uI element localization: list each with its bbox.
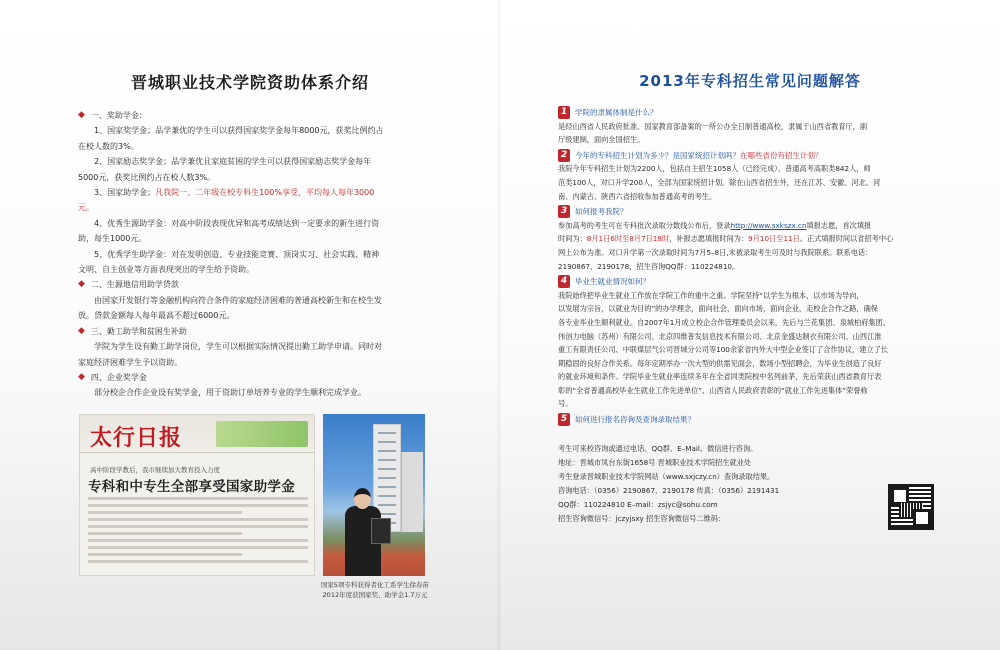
contact-line: 招生咨询微信号：jczyjsxy 招生咨询微信号二维码： xyxy=(558,514,726,523)
contact-line: QQ群：110224810 E–mail：zsjyc@sohu.com xyxy=(558,500,718,509)
exam-center-link[interactable]: http://www.sxkszx.cn xyxy=(730,220,807,230)
text-line: 2、国家励志奖学金；品学兼优且家庭贫困的学生可以获得国家励志奖学金每年 xyxy=(94,157,372,167)
faq-answer-line: 各专业毕业生顺利就业。自2007年1月成立校企合作管理委员会以来，先后与兰花集团、泉城柏府集团、 xyxy=(558,317,890,327)
faq-answer-line: 是经山西省人民政府批准、国家教育部备案的一所公办全日制普通高校，隶属于山西省教育厅，副 xyxy=(558,121,868,131)
text-line: 5000元，获奖比例约占在校人数3%。 xyxy=(78,172,216,182)
diamond-bullet-icon: ◆ xyxy=(78,371,85,382)
faq-answer-line: 我院始终把毕业生就业工作放在学院工作的重中之重。学院坚持“以学生为根本，以市场为导向， xyxy=(558,290,864,300)
text-line: 5、优秀学生助学金：对在发明创造、专业技能竞赛、顶岗实习、社会实践、精神 xyxy=(94,249,380,259)
contact-line: 考生可来校咨询或通过电话、QQ群、E–Mail、微信进行咨询。 xyxy=(558,444,758,453)
text-line: 3、国家助学金；凡我院一、二年级在校专科生100%享受，平均每人每年3000 xyxy=(94,188,375,198)
contact-line: 考生登录晋城职业技术学院网站（www.sxjczy.cn）查询录取结果。 xyxy=(558,472,775,481)
text-line: 1、国家奖学金；品学兼优的学生可以获得国家奖学金每年8000元，获奖比例约占 xyxy=(94,126,384,136)
contact-line: 地址：晋城市凤台东街1658号 晋城职业技术学院招生就业处 xyxy=(558,458,752,467)
newspaper-ad-image xyxy=(216,421,308,447)
section-heading: ◆ 三、勤工助学和贫困生补助 xyxy=(78,324,458,339)
building-illustration xyxy=(401,452,423,532)
section-heading: ◆ 二、生源地信用助学贷款 xyxy=(78,277,458,292)
faq-question: 3 如何报考我院？ xyxy=(558,205,938,219)
faq-text xyxy=(558,104,938,427)
diamond-bullet-icon: ◆ xyxy=(78,325,85,336)
funding-system-text xyxy=(78,108,458,401)
question-number-badge: 4 xyxy=(558,275,570,288)
photo-caption: 国家5项专科获得者化工系学生徐春苗 2012年度获国家奖、助学金1.7万元 xyxy=(320,581,430,599)
question-number-badge: 1 xyxy=(558,106,570,119)
text-line: 助，每生1000元。 xyxy=(78,234,147,244)
diamond-bullet-icon: ◆ xyxy=(78,110,85,120)
text-line: 由国家开发银行等金融机构向符合条件的家庭经济困难的普通高校新生和在校生发 xyxy=(94,295,382,305)
faq-answer-line: 彰的“全省普通高校毕业生就业工作先进单位”、山西省人民政府表彰的“就业工作先进集体”荣誉称 xyxy=(558,385,868,395)
faq-answer-line: 重工有限责任公司、中联煤层气公司晋城分公司等100余家省内外大中型企业签订了合作协议，建立了长 xyxy=(558,345,888,355)
newspaper-masthead xyxy=(80,415,314,453)
newspaper-subheadline: 高中阶段学教后，我市继续加大教育投入力度 xyxy=(90,466,220,474)
faq-answer-line: 范类100人，对口升学200人，全部为国家统招计划。除在山西省招生外，还在江苏、安徽、河北、河 xyxy=(558,177,881,187)
faq-answer-line: 伟创力电脑（苏州）有限公司、北京四维普发信息技术有限公司、北京金盛达制衣有限公司、山西江淮 xyxy=(558,331,882,341)
text-line: 4、优秀生源助学金：对高中阶段表现优异和高考成绩达到一定要求的新生进行资 xyxy=(94,218,380,228)
newspaper-name: 太行日报 xyxy=(90,425,183,451)
faq-answer-line: 期稳固的良好合作关系。每年定期举办一次大型的供需见面会，数场小型招聘会，为毕业生创造了良好 xyxy=(558,358,882,368)
question-number-badge: 2 xyxy=(558,149,570,162)
right-page xyxy=(500,0,1000,650)
contact-info xyxy=(558,442,938,526)
left-page-title: 晋城职业技术学院资助体系介绍 xyxy=(130,73,369,92)
diamond-bullet-icon: ◆ xyxy=(78,279,85,290)
faq-answer-line: 参加高考的考生可在专科批次录取分数线公布后，登录http://www.sxkszx.cn填报志愿，首次填报 xyxy=(558,220,872,230)
highlight-text: 凡我院一、二年级在校专科生100%享受，平均每人每年3000 xyxy=(155,188,375,198)
student-figure xyxy=(341,488,385,576)
section-heading: ◆ 四、企业奖学金 xyxy=(78,370,458,385)
faq-answer-line: 的就业环境和条件。学院毕业生就业率连续多年在全省同类院校中名列前茅，先后荣获山西省教育厅表 xyxy=(558,372,882,382)
faq-question: 2 今年的专科招生计划为多少？是国家统招计划吗？在哪些省份有招生计划？ xyxy=(558,149,938,163)
faq-answer-line: 时间为：8月1日6时至8月7日18时，补报志愿填报时间为：9月10日至11日。正式填报时间以省招考中心 xyxy=(558,234,894,244)
highlight-text: 元。 xyxy=(78,203,94,213)
faq-question: 5 如何进行报名咨询及查询录取结果？ xyxy=(558,413,938,427)
certificate-icon xyxy=(371,518,391,544)
section-heading: ◆ 一、奖助学金： xyxy=(78,108,458,123)
wechat-qr-code-icon xyxy=(888,484,934,530)
faq-answer-line: 以发展为宗旨，以就业为目的”的办学理念，面向社会，面向市场，面向企业，走校企合作之路，确保 xyxy=(558,304,878,314)
contact-line: 咨询电话：（0356）2190867、2190178 传真：（0356）2191431 xyxy=(558,486,780,495)
faq-answer-line: 我院今年专科招生计划为2200人，包括自主招生1058人（已经完成），普通高考高职类842人，师 xyxy=(558,164,871,174)
text-line: 文明、自主创业等方面表现突出的学生给予资助。 xyxy=(78,265,254,275)
question-number-badge: 5 xyxy=(558,413,570,426)
text-line: 部分校企合作企业设有奖学金，用于资助订单培养专业的学生顺利完成学业。 xyxy=(94,388,366,398)
text-line: 放。贷款金额每人每年最高不超过6000元。 xyxy=(78,311,235,321)
right-page-title: 2013年专科招生常见问题解答 xyxy=(639,72,861,90)
newspaper-headline: 专科和中专生全部享受国家助学金 xyxy=(88,479,295,495)
faq-answer-line: 号。 xyxy=(558,399,573,409)
newspaper-body-lines xyxy=(88,497,308,567)
faq-answer-line: 南、内蒙古、陕西六省招收参加普通高考的考生。 xyxy=(558,191,717,201)
faq-answer-line: 2190867、2190178，招生咨询QQ群：110224810。 xyxy=(558,261,740,271)
text-line: 家庭经济困难学生予以资助。 xyxy=(78,357,182,367)
question-number-badge: 3 xyxy=(558,205,570,218)
faq-answer-line: 厅级建制，面向全国招生。 xyxy=(558,135,645,145)
student-photo xyxy=(323,414,425,576)
newspaper-clipping-image xyxy=(79,414,315,576)
faq-answer-line: 网上公布为准。对口升学第一次录取时间为7月5–8日,未被录取考生可及时与我院联系。联系电话： xyxy=(558,247,873,257)
faq-question: 4 毕业生就业情况如何？ xyxy=(558,275,938,289)
text-line: 在校人数的3%。 xyxy=(78,141,139,151)
faq-question: 1 学院的隶属体制是什么？ xyxy=(558,106,938,120)
text-line: 学院为学生设有勤工助学岗位，学生可以根据实际情况提出勤工助学申请。同时对 xyxy=(94,342,382,352)
